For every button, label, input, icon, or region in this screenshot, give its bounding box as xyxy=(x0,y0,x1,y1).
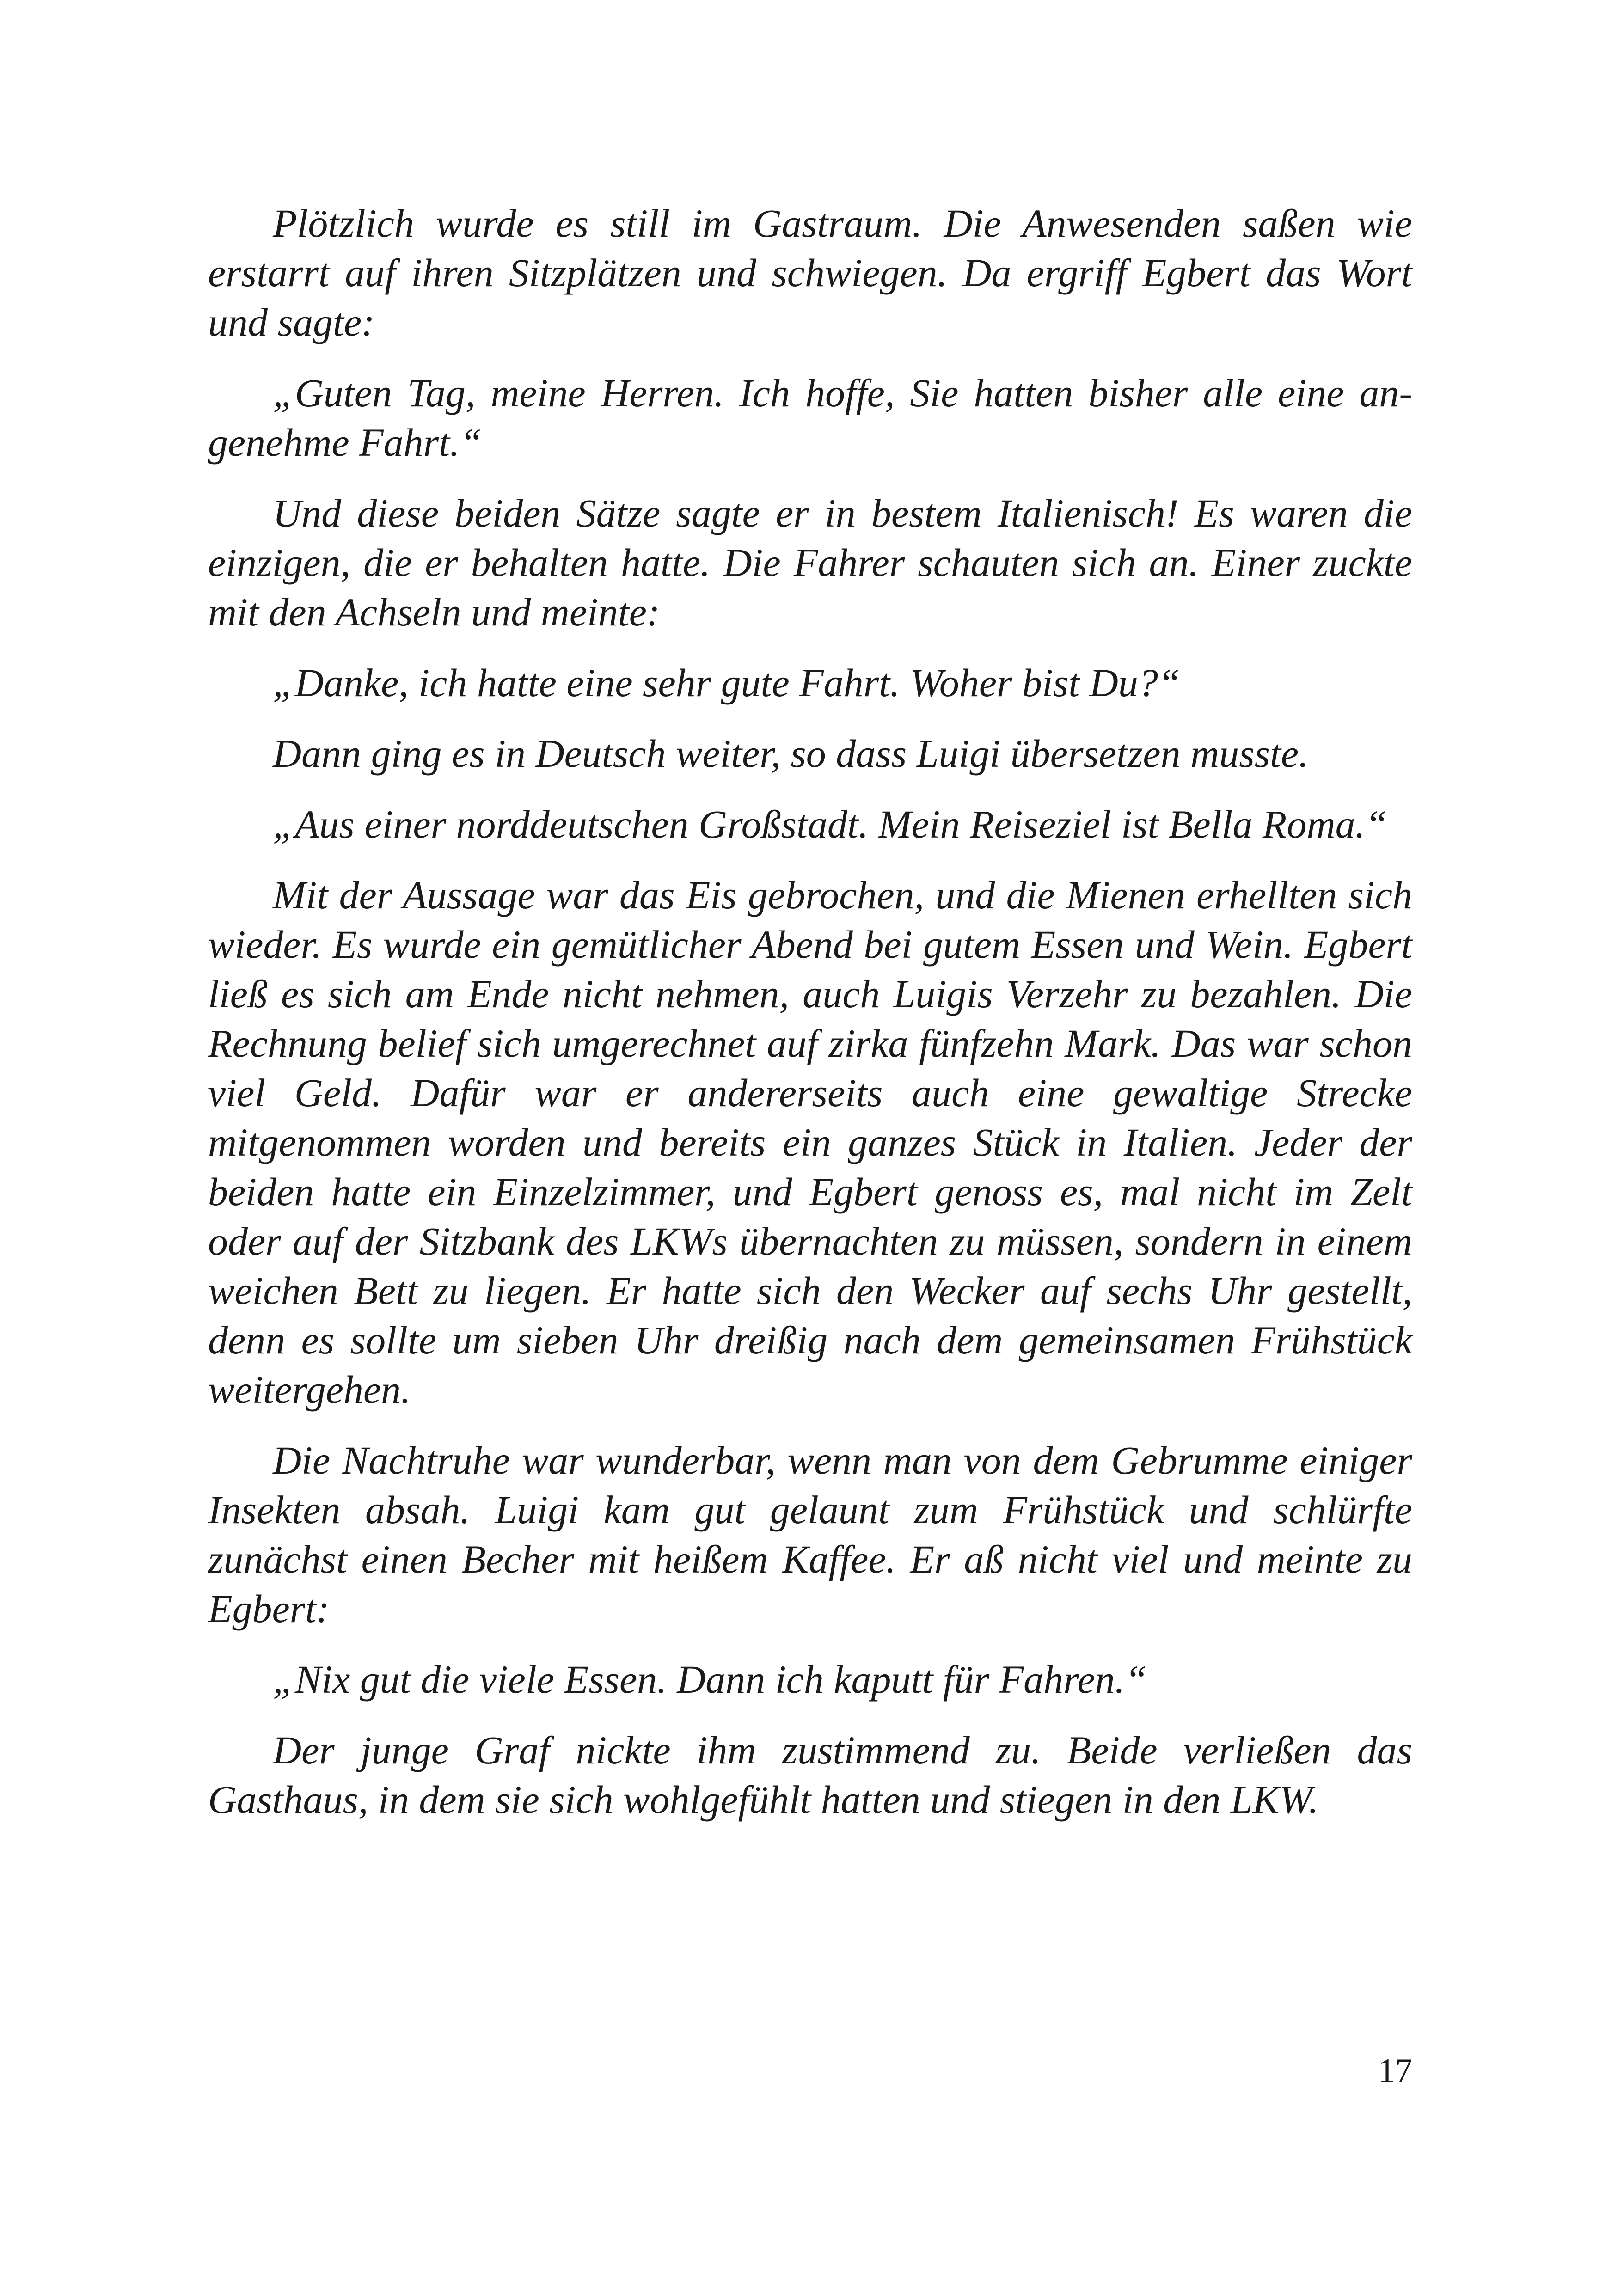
paragraph-6: „Aus einer norddeutschen Großstadt. Mein Reiseziel ist Bella Roma.“ xyxy=(273,802,1387,846)
paragraph-5: Dann ging es in Deutsch weiter, so dass Luigi übersetzen musste. xyxy=(273,731,1309,776)
paragraph-7: Mit der Aussage war das Eis gebrochen, und die Mienen erhellten sich wieder. Es wurde ein gemütlicher Abend bei gutem Essen und Wein. Egbert ließ es sich am Ende nicht nehmen, auch Luigis Verzehr zu bezahlen. Die Rechnung belief sich umgerechnet auf zirka fünfzehn Mark. Das war schon viel Geld. Dafür war er andererseits auch eine gewaltige Strecke mitgenommen worden und bereits ein ganzes Stück in Italien. Jeder der beiden hatte ein Einzelzimmer, und Egbert genoss es, mal nicht im Zelt oder auf der Sitzbank des LKWs übernachten zu müssen, sondern in einem weichen Bett zu liegen. Er hatte sich den Wecker auf sechs Uhr gestellt, denn es sollte um sieben Uhr dreißig nach dem gemeinsamen Frühstück weitergehen. xyxy=(208,873,1412,1412)
paragraph-8: Die Nachtruhe war wunderbar, wenn man von dem Gebrumme einiger Insekten absah. Luigi kam gut gelaunt zum Frühstück und schlürfte zunächst einen Becher mit heißem Kaffee. Er aß nicht viel und meinte zu Egbert: xyxy=(208,1438,1412,1631)
paragraph-2: „Guten Tag, meine Herren. Ich hoffe, Sie hatten bisher alle eine angenehme Fahrt.“ xyxy=(208,371,1412,465)
paragraph-4: „Danke, ich hatte eine sehr gute Fahrt. Woher bist Du?“ xyxy=(273,661,1180,705)
paragraph-10: Der junge Graf nickte ihm zustimmend zu. Beide verließen das Gasthaus, in dem sie sich wohlgefühlt hatten und stiegen in den LKW. xyxy=(208,1728,1412,1822)
paragraph-9: „Nix gut die viele Essen. Dann ich kaputt für Fahren.“ xyxy=(273,1657,1147,1702)
page-number: 17 xyxy=(1378,2052,1412,2090)
paragraph-3: Und diese beiden Sätze sagte er in bestem Italienisch! Es waren die einzigen, die er behalten hatte. Die Fahrer schauten sich an. Einer zuckte mit den Achseln und meinte: xyxy=(208,491,1412,634)
body-text xyxy=(208,199,1412,1846)
paragraph-1: Plötzlich wurde es still im Gastraum. Die Anwesenden saßen wie erstarrt auf ihren Sitzplätzen und schwiegen. Da ergriff Egbert das Wort und sagte: xyxy=(208,201,1412,344)
